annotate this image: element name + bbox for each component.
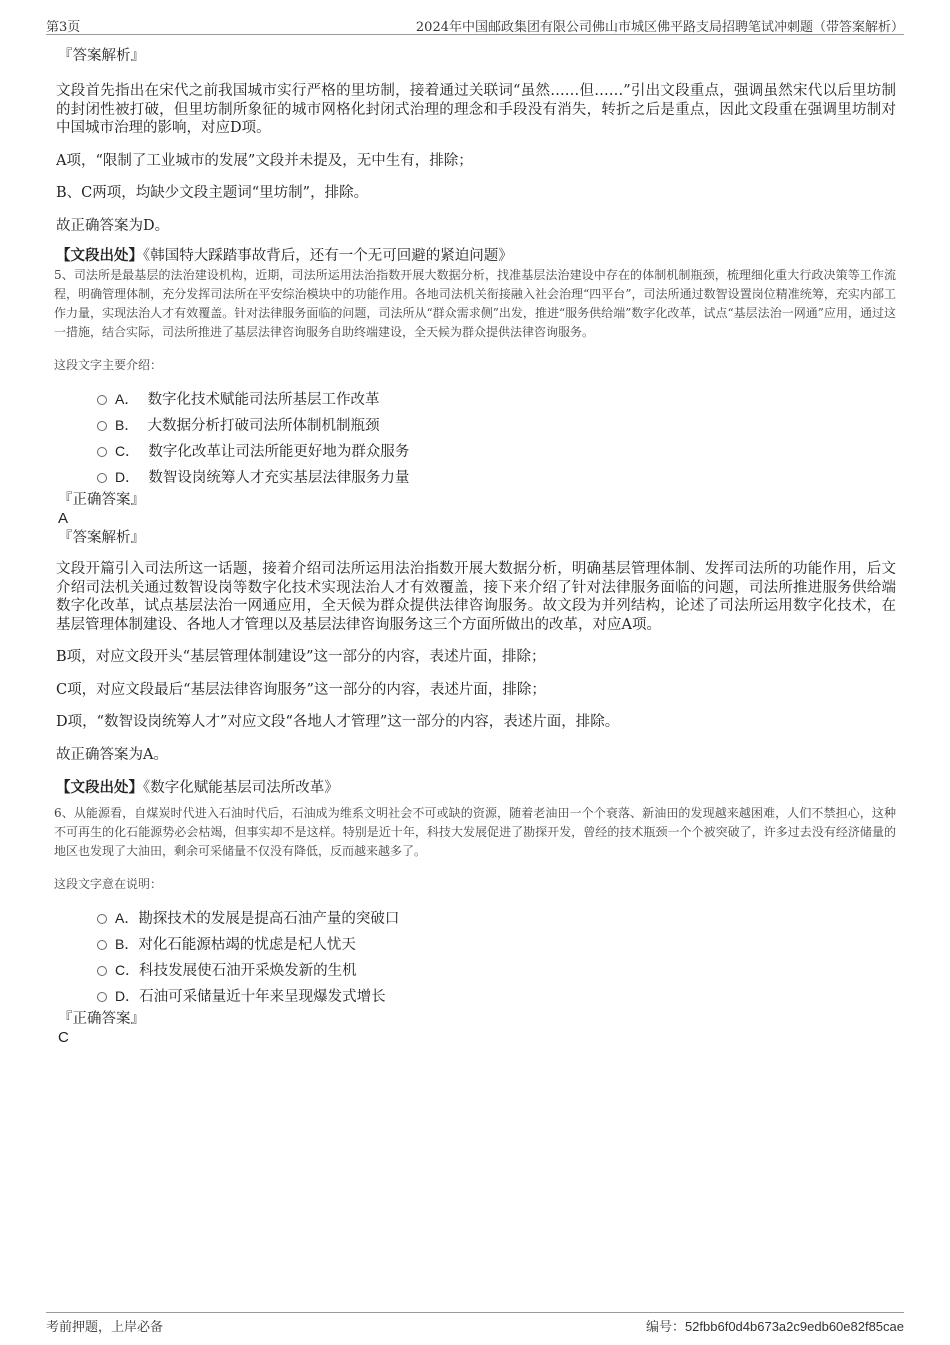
q6-correct-answer: C (58, 1029, 69, 1046)
q5-option-c[interactable]: C． 数字化改革让司法所能更好地为群众服务 (56, 438, 896, 464)
q6-option-a[interactable]: A．勘探技术的发展是提高石油产量的突破口 (56, 905, 896, 931)
q6-options (56, 905, 896, 1009)
q4-source-text: 《韩国特大踩踏事故背后，还有一个无可回避的紧迫问题》 (143, 248, 513, 264)
document-title: 2024年中国邮政集团有限公司佛山市城区佛平路支局招聘笔试冲刺题（带答案解析） (415, 20, 904, 35)
q5-analysis-label: 『答案解析』 (58, 530, 145, 546)
q4-analysis-text: 文段首先指出在宋代之前我国城市实行严格的里坊制，接着通过关联词“虽然……但……”引出文段重点，强调虽然宋代以后里坊制的封闭性被打破，但里坊制所象征的城市网格化封闭式治理的理念和手段没有消失，转折之后是重点，因此文段重在强调里坊制对中国城市治理的影响，对应D项。 (56, 83, 896, 136)
q4-explain-bc: B、C两项，均缺少文段主题词“里坊制”，排除。 (56, 185, 369, 201)
q5-options (56, 386, 896, 490)
radio-icon[interactable] (97, 940, 107, 950)
q4-conclusion: 故正确答案为D。 (56, 217, 170, 234)
radio-icon[interactable] (97, 421, 107, 431)
q5-source (56, 778, 896, 798)
radio-icon[interactable] (97, 395, 107, 405)
q4-source-label: 【文段出处】 (56, 247, 143, 264)
footer-code (646, 1316, 904, 1335)
page-header (46, 14, 904, 35)
q4-source (56, 246, 896, 266)
radio-icon[interactable] (97, 447, 107, 457)
footer-code-label: 编号： (645, 1320, 685, 1335)
q4-explain-a: A项，“限制了工业城市的发展”文段并未提及，无中生有，排除； (56, 152, 473, 169)
q5-option-b[interactable]: B． 大数据分析打破司法所体制机制瓶颈 (56, 412, 896, 438)
q5-option-a[interactable]: A． 数字化技术赋能司法所基层工作改革 (56, 386, 896, 412)
page-number: 第3页 (46, 20, 81, 35)
radio-icon[interactable] (97, 914, 107, 924)
q6-option-b[interactable]: B．对化石能源枯竭的忧虑是杞人忧天 (56, 931, 896, 957)
q5-explain-d: D项，“数智设岗统筹人才”对应文段“各地人才管理”这一部分的内容，表述片面，排除。 (56, 714, 620, 730)
q5-correct-label: 『正确答案』 (58, 492, 145, 508)
q6-passage: 6、从能源看，自煤炭时代进入石油时代后，石油成为维系文明社会不可或缺的资源，随着老油田一个个衰落、新油田的发现越来越困难，人们不禁担心，这种不可再生的化石能源势必会枯竭，但事实却不是这样。特别是近十年，科技大发展促进了勘探开发，曾经的技术瓶颈一个个被突破了，许多过去没有经济储量的地区也发现了大油田，剩余可采储量不仅没有降低，反而越来越多了。 (54, 806, 896, 858)
q5-option-d[interactable]: D． 数智设岗统筹人才充实基层法律服务力量 (56, 464, 896, 490)
q5-passage: 5、司法所是最基层的法治建设机构，近期，司法所运用法治指数开展大数据分析，找准基层法治建设中存在的体制机制瓶颈，梳理细化重大行政决策等工作流程，明确管理体制，充分发挥司法所在平安综治模块中的功能作用。各地司法机关衔接融入社会治理“四平台”，司法所通过数智设置岗位精准统筹，充实内部工作力量，实现法治人才有效覆盖。针对法律服务面临的问题，司法所从“群众需求侧”出发，推进“服务供给端”数字化改革，试点“基层法治一网通”应用，通过这一措施，结合实际，司法所推进了基层法律咨询服务自助终端建设，全天候为群众提供法律咨询服务。 (54, 268, 896, 339)
q5-conclusion: 故正确答案为A。 (56, 746, 168, 763)
radio-icon[interactable] (97, 992, 107, 1002)
q5-explain-b: B项，对应文段开头“基层管理体制建设”这一部分的内容，表述片面，排除； (56, 649, 546, 665)
q6-question: 这段文字意在说明： (54, 877, 163, 891)
q5-explain-c: C项，对应文段最后“基层法律咨询服务”这一部分的内容，表述片面，排除； (56, 681, 546, 698)
q5-correct-answer: A (58, 510, 69, 527)
q5-analysis-text: 文段开篇引入司法所这一话题，接着介绍司法所运用法治指数开展大数据分析，明确基层管理体制、发挥司法所的功能作用，后文介绍司法机关通过数智设岗等数字化技术实现法治人才有效覆盖，接下来介绍了针对法律服务面临的问题，司法所推进服务供给端数字化改革，试点基层法治一网通应用，全天候为群众提供法律咨询服务。故文段为并列结构，论述了司法所运用数字化技术，在基层管理体制建设、各地人才管理以及基层法律咨询服务这三个方面所做出的改革，对应A项。 (56, 561, 896, 633)
footer-code-value: 52fbb6f0d4b673a2c9edb60e82f85cae (684, 1319, 904, 1334)
footer-slogan: 考前押题，上岸必备 (46, 1320, 164, 1335)
radio-icon[interactable] (97, 473, 107, 483)
radio-icon[interactable] (97, 966, 107, 976)
q4-analysis-label: 『答案解析』 (58, 48, 145, 64)
q5-source-label: 【文段出处】 (56, 779, 143, 796)
q6-correct-label: 『正确答案』 (58, 1011, 145, 1027)
q5-source-text: 《数字化赋能基层司法所改革》 (143, 780, 339, 796)
q6-option-d[interactable]: D．石油可采储量近十年来呈现爆发式增长 (56, 983, 896, 1009)
q5-question: 这段文字主要介绍： (54, 358, 163, 372)
q6-option-c[interactable]: C．科技发展使石油开采焕发新的生机 (56, 957, 896, 983)
page-footer (46, 1312, 904, 1337)
page-content (56, 46, 896, 1047)
